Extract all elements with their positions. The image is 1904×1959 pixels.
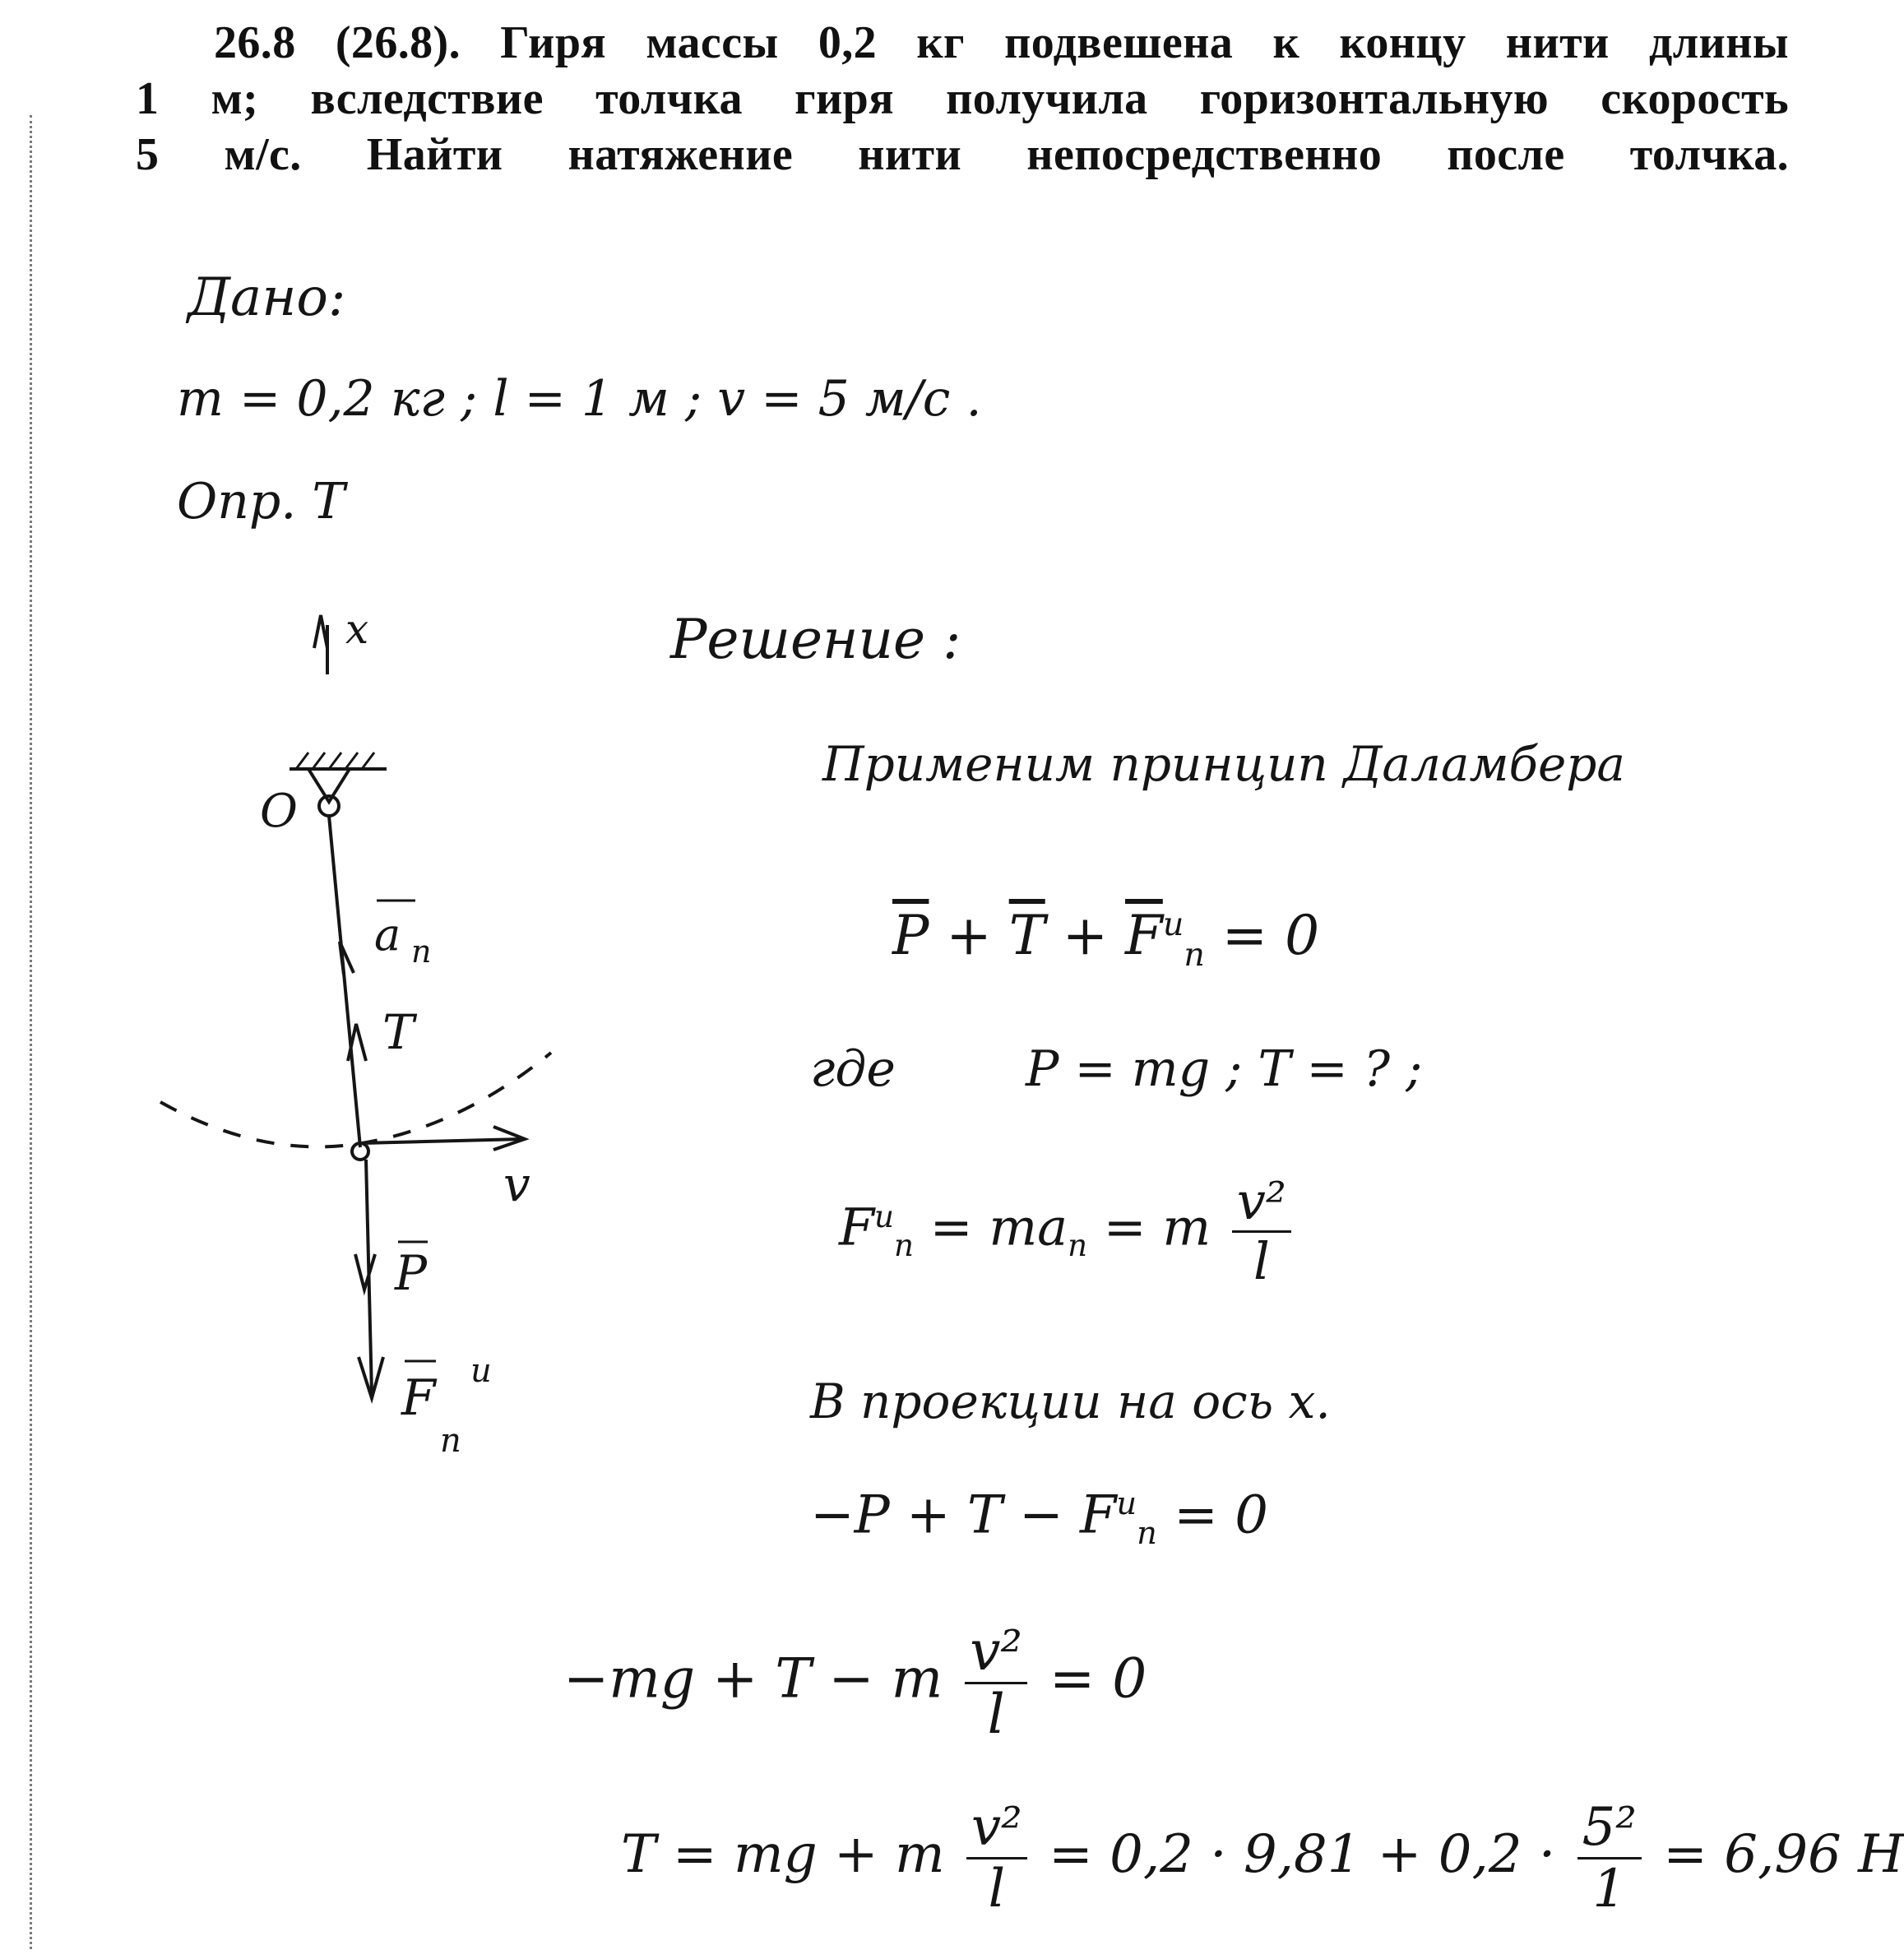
projection-text: В проекции на ось x. [810,1373,1331,1429]
velocity-label: v [503,1156,530,1212]
inertia-sub: n [440,1422,461,1460]
given-values: m = 0,2 кг ; l = 1 м ; v = 5 м/с . [177,370,982,428]
eq4-den2: 1 [1592,1859,1627,1920]
fn-mid-sub: n [1068,1227,1088,1264]
inertia-force-equation [839,1171,1296,1291]
principle-text: Применим принцип Даламбера [822,736,1625,792]
fn-sub: n [893,1227,914,1264]
solution-heading: Решение : [670,608,961,671]
point-o-label: O [260,785,298,838]
fn-eq: = m [1103,1197,1211,1257]
string-line [329,816,360,1147]
eq3-rhs: = 0 [1049,1646,1147,1711]
eq3-fraction [965,1619,1027,1746]
result-equation [621,1797,1904,1920]
find-label: Опр. T [177,473,345,530]
where-word: где [810,1040,896,1098]
an-label: a [374,909,401,961]
eq3-den: l [987,1683,1005,1746]
eq2-sup: u [1116,1485,1137,1522]
eq4-num2: 5² [1577,1801,1642,1859]
weight-arrow [355,1254,375,1290]
eq4-fraction [966,1797,1027,1920]
fn-num: v² [1232,1176,1291,1233]
eq2-rhs: = 0 [1174,1484,1268,1546]
eq1-f: $\overline{F}$ [1125,904,1163,967]
velocity-line [362,1139,522,1143]
inertia-sup: u [470,1352,492,1390]
weight-label: P [395,1245,428,1301]
support-hatching [296,753,374,769]
eq1-p: $\overline{P}$ [892,904,929,967]
eq1-plus1: + [946,904,992,967]
eq1-plus2: + [1062,904,1109,967]
projection-equation [810,1484,1268,1553]
x-axis-arrow [314,615,327,648]
fn-sup: u [874,1197,894,1234]
eq4-fraction2 [1577,1797,1642,1920]
fn-mid: = ma [929,1197,1068,1257]
eq4-left: T = mg + m [621,1824,945,1885]
eq2-left: −P + T − F [810,1484,1117,1546]
eq4-result: = 6,96 Н [1663,1824,1904,1885]
equilibrium-equation [892,904,1320,975]
eq1-rhs: = 0 [1221,904,1320,967]
where-line [810,1040,1423,1098]
tension-label: T [382,1004,415,1060]
eq2-sub: n [1137,1515,1157,1553]
problem-line-3: 5 м/с. Найти натяжение нити непосредственно после толчка. [136,129,1789,180]
problem-line-2: 1 м; вследствие толчка гиря получила горизонтальную скорость [136,73,1789,124]
eq1-sup: u [1162,905,1184,943]
eq3-num: v² [965,1624,1027,1684]
given-heading: Дано: [188,267,346,328]
fn-den: l [1253,1231,1270,1291]
eq4-mid: = 0,2 · 9,81 + 0,2 · [1049,1824,1556,1885]
problem-number: 26.8 (26.8). [214,17,461,68]
eq1-sub: n [1184,936,1205,975]
x-axis-label: x [345,605,369,653]
eq3-left: −mg + T − m [563,1646,943,1711]
an-arrow [340,942,354,975]
eq4-num: v² [966,1801,1027,1859]
fn-fraction [1232,1171,1291,1291]
substituted-equation [563,1619,1147,1746]
fn-f: F [839,1197,875,1257]
problem-line-1: 26.8 (26.8). Гиря массы 0,2 кг подвешена к концу нити длины [214,17,1789,68]
eq4-den: l [988,1859,1006,1920]
an-sub: n [411,933,432,970]
where-text: P = mg ; T = ? ; [1026,1040,1423,1098]
inertia-label: F [401,1369,436,1427]
eq1-t: $\overline{T}$ [1008,904,1045,967]
